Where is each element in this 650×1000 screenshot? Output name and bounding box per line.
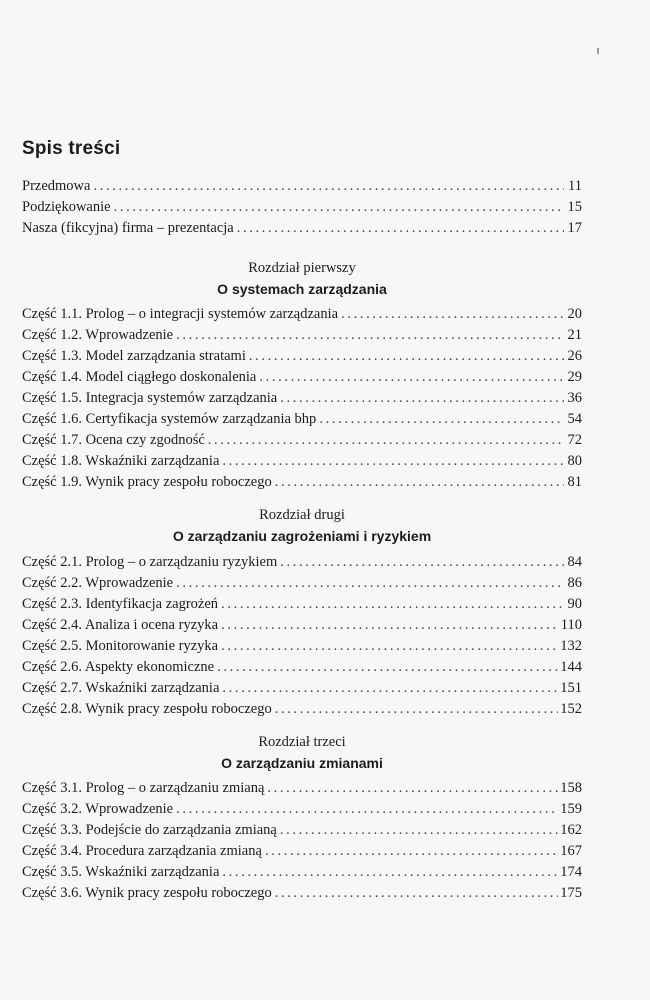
toc-leader-dots bbox=[176, 325, 564, 346]
toc-entry-label: Przedmowa bbox=[22, 178, 91, 194]
toc-entry[interactable] bbox=[22, 388, 582, 409]
toc-entry-page: 90 bbox=[567, 596, 582, 612]
toc-entry[interactable] bbox=[22, 409, 582, 430]
toc-leader-dots bbox=[176, 799, 558, 820]
toc-leader-dots bbox=[259, 367, 564, 388]
toc-entry[interactable] bbox=[22, 430, 582, 451]
toc-leader-dots bbox=[217, 657, 558, 678]
toc-entry-page: 11 bbox=[568, 178, 582, 194]
toc-entry-label: Część 3.4. Procedura zarządzania zmianą bbox=[22, 843, 262, 859]
toc-entry-label: Część 3.6. Wynik pracy zespołu roboczego bbox=[22, 885, 272, 901]
toc-entry-label: Część 2.7. Wskaźniki zarządzania bbox=[22, 680, 220, 696]
toc-entry-label: Część 1.4. Model ciągłego doskonalenia bbox=[22, 369, 257, 385]
toc-entry[interactable] bbox=[22, 678, 582, 699]
toc-entry-label: Część 1.9. Wynik pracy zespołu roboczego bbox=[22, 474, 272, 490]
toc-leader-dots bbox=[280, 552, 564, 573]
toc-entry-label: Część 1.7. Ocena czy zgodność bbox=[22, 432, 205, 448]
toc-entry-page: 15 bbox=[567, 199, 582, 215]
chapter-2-entries bbox=[22, 552, 582, 720]
toc-leader-dots bbox=[114, 197, 564, 218]
toc-entry-page: 159 bbox=[560, 801, 582, 817]
chapter-heading-2 bbox=[22, 505, 582, 546]
toc-entry-page: 144 bbox=[560, 659, 582, 675]
toc-entry-page: 72 bbox=[567, 432, 582, 448]
toc-entry[interactable] bbox=[22, 367, 582, 388]
toc-leader-dots bbox=[267, 778, 558, 799]
toc-entry-page: 26 bbox=[567, 348, 582, 364]
toc-leader-dots bbox=[222, 451, 564, 472]
toc-entry-page: 162 bbox=[560, 822, 582, 838]
toc-leader-dots bbox=[93, 176, 564, 197]
toc-entry[interactable] bbox=[22, 883, 582, 904]
toc-leader-dots bbox=[249, 346, 564, 367]
toc-entry-page: 81 bbox=[567, 474, 582, 490]
toc-entry-page: 54 bbox=[567, 411, 582, 427]
toc-entry-page: 21 bbox=[567, 327, 582, 343]
toc-leader-dots bbox=[341, 304, 564, 325]
toc-leader-dots bbox=[280, 388, 564, 409]
toc-entry-label: Część 1.5. Integracja systemów zarządzania bbox=[22, 390, 278, 406]
toc-entry-page: 20 bbox=[567, 306, 582, 322]
toc-entry-label: Część 2.1. Prolog – o zarządzaniu ryzykiem bbox=[22, 554, 278, 570]
toc-entry[interactable] bbox=[22, 218, 582, 239]
toc-title: Spis treści bbox=[22, 138, 121, 159]
toc-front-matter bbox=[22, 176, 582, 239]
toc-entry[interactable] bbox=[22, 197, 582, 218]
chapter-3-entries bbox=[22, 778, 582, 904]
chapter-title: O systemach zarządzania bbox=[217, 281, 387, 297]
toc-entry[interactable] bbox=[22, 841, 582, 862]
toc-leader-dots bbox=[275, 883, 559, 904]
toc-leader-dots bbox=[275, 699, 559, 720]
toc-leader-dots bbox=[237, 218, 564, 239]
toc-leader-dots bbox=[265, 841, 558, 862]
toc-entry-page: 152 bbox=[560, 701, 582, 717]
toc-entry-label: Nasza (fikcyjna) firma – prezentacja bbox=[22, 220, 234, 236]
toc-leader-dots bbox=[221, 615, 559, 636]
chapter-title: O zarządzaniu zagrożeniami i ryzykiem bbox=[172, 528, 432, 544]
toc-entry[interactable] bbox=[22, 778, 582, 799]
toc-entry[interactable] bbox=[22, 799, 582, 820]
toc-entry[interactable] bbox=[22, 472, 582, 493]
toc-leader-dots bbox=[319, 409, 564, 430]
toc-leader-dots bbox=[280, 820, 558, 841]
toc-entry[interactable] bbox=[22, 451, 582, 472]
toc-entry-label: Część 1.6. Certyfikacja systemów zarządzania bhp bbox=[22, 411, 317, 427]
page-edge-mark bbox=[597, 48, 599, 54]
chapter-1-entries bbox=[22, 304, 582, 493]
toc-leader-dots bbox=[222, 862, 558, 883]
toc-entry[interactable] bbox=[22, 594, 582, 615]
toc-entry-page: 167 bbox=[560, 843, 582, 859]
toc-entry[interactable] bbox=[22, 176, 582, 197]
chapter-ordinal: Rozdział drugi bbox=[259, 507, 345, 523]
toc-entry[interactable] bbox=[22, 573, 582, 594]
toc-leader-dots bbox=[221, 636, 558, 657]
toc-leader-dots bbox=[221, 594, 564, 615]
toc-entry-page: 110 bbox=[560, 617, 582, 633]
toc-entry-label: Część 1.8. Wskaźniki zarządzania bbox=[22, 453, 220, 469]
toc-entry-label: Część 3.2. Wprowadzenie bbox=[22, 801, 174, 817]
toc-entry-label: Część 2.5. Monitorowanie ryzyka bbox=[22, 638, 219, 654]
toc-entry-label: Część 3.1. Prolog – o zarządzaniu zmianą bbox=[22, 780, 265, 796]
toc-entry-label: Część 2.3. Identyfikacja zagrożeń bbox=[22, 596, 219, 612]
toc-entry-page: 174 bbox=[560, 864, 582, 880]
toc-entry-page: 151 bbox=[560, 680, 582, 696]
toc-leader-dots bbox=[208, 430, 564, 451]
toc-entry-page: 80 bbox=[567, 453, 582, 469]
chapter-heading-1 bbox=[22, 258, 582, 299]
toc-entry-label: Część 2.2. Wprowadzenie bbox=[22, 575, 174, 591]
toc-leader-dots bbox=[275, 472, 564, 493]
chapter-ordinal: Rozdział pierwszy bbox=[248, 260, 356, 276]
toc-entry[interactable] bbox=[22, 304, 582, 325]
toc-leader-dots bbox=[176, 573, 564, 594]
toc-entry[interactable] bbox=[22, 820, 582, 841]
toc-entry-page: 84 bbox=[567, 554, 582, 570]
toc-entry-label: Część 1.3. Model zarządzania stratami bbox=[22, 348, 246, 364]
toc-entry-page: 17 bbox=[567, 220, 582, 236]
toc-entry-label: Część 2.8. Wynik pracy zespołu roboczego bbox=[22, 701, 272, 717]
toc-entry-page: 29 bbox=[567, 369, 582, 385]
toc-entry-label: Część 1.2. Wprowadzenie bbox=[22, 327, 174, 343]
toc-entry[interactable] bbox=[22, 657, 582, 678]
toc-entry-page: 36 bbox=[567, 390, 582, 406]
toc-entry[interactable] bbox=[22, 636, 582, 657]
toc-entry-label: Część 2.6. Aspekty ekonomiczne bbox=[22, 659, 215, 675]
chapter-title: O zarządzaniu zmianami bbox=[221, 755, 383, 771]
toc-entry[interactable] bbox=[22, 325, 582, 346]
toc-entry-label: Część 2.4. Analiza i ocena ryzyka bbox=[22, 617, 219, 633]
toc-entry[interactable] bbox=[22, 552, 582, 573]
chapter-heading-3 bbox=[22, 732, 582, 773]
toc-entry-page: 132 bbox=[560, 638, 582, 654]
toc-entry[interactable] bbox=[22, 615, 582, 636]
chapter-ordinal: Rozdział trzeci bbox=[258, 734, 346, 750]
toc-entry-label: Część 3.5. Wskaźniki zarządzania bbox=[22, 864, 220, 880]
toc-entry-label: Podziękowanie bbox=[22, 199, 111, 215]
toc-leader-dots bbox=[222, 678, 558, 699]
toc-entry-page: 158 bbox=[560, 780, 582, 796]
toc-entry-page: 86 bbox=[567, 575, 582, 591]
toc-entry[interactable] bbox=[22, 346, 582, 367]
toc-entry[interactable] bbox=[22, 862, 582, 883]
toc-entry-page: 175 bbox=[560, 885, 582, 901]
toc-entry-label: Część 1.1. Prolog – o integracji systemów zarządzania bbox=[22, 306, 339, 322]
toc-entry-label: Część 3.3. Podejście do zarządzania zmianą bbox=[22, 822, 277, 838]
toc-entry[interactable] bbox=[22, 699, 582, 720]
